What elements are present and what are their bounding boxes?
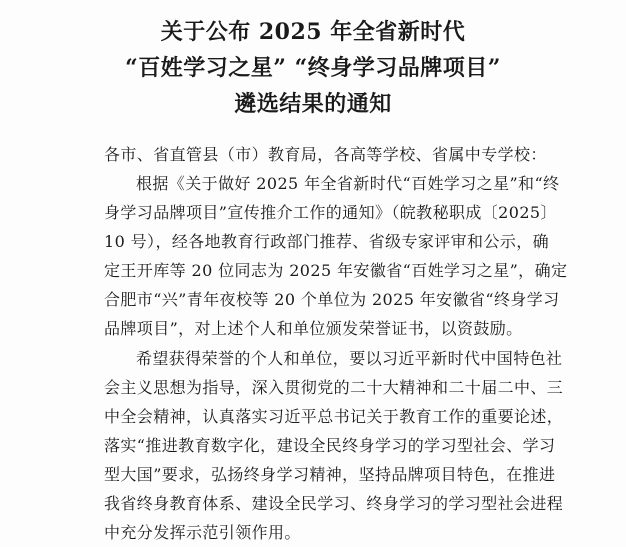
paragraph2-line: 我省终身教育体系、建设全民学习、终身学习的学习型社会进程 bbox=[104, 494, 564, 513]
title-line-1: 关于公布 2025 年全省新时代 bbox=[160, 19, 466, 45]
paragraph2-line: 会主义思想为指导，深入贯彻党的二十大精神和二十届二中、三 bbox=[104, 378, 564, 397]
paragraph1-line: 根据《关于做好 2025 年全省新时代“百姓学习之星”和“终 bbox=[136, 174, 560, 193]
paragraph2-line: 中充分发挥示范引领作用。 bbox=[104, 523, 301, 542]
title-line-2: “百姓学习之星” “终身学习品牌项目” bbox=[125, 55, 501, 81]
paragraph2-line: 中全会精神，认真落实习近平总书记关于教育工作的重要论述， bbox=[104, 407, 564, 426]
paragraph1-line: 品牌项目”，对上述个人和单位颁发荣誉证书，以资鼓励。 bbox=[104, 319, 523, 338]
paragraph1-line: 身学习品牌项目”宣传推介工作的通知》（皖教秘职成〔2025〕 bbox=[104, 203, 557, 222]
salutation: 各市、省直管县（市）教育局，各高等学校、省属中专学校： bbox=[104, 145, 547, 164]
paragraph2-line: 型大国”要求，弘扬终身学习精神，坚持品牌项目特色，在推进 bbox=[104, 465, 556, 484]
paragraph1-line: 10 号），经各地教育行政部门推荐、省级专家评审和公示，确 bbox=[104, 232, 550, 251]
paragraph2-line: 希望获得荣誉的个人和单位，要以习近平新时代中国特色社 bbox=[136, 349, 563, 368]
paragraph1-line: 合肥市“兴”青年夜校等 20 个单位为 2025 年安徽省“终身学习 bbox=[104, 290, 560, 309]
title-line-3: 遴选结果的通知 bbox=[234, 91, 392, 117]
paragraph1-line: 定王开库等 20 位同志为 2025 年安徽省“百姓学习之星”，确定 bbox=[104, 261, 568, 280]
paragraph2-line: 落实“推进教育数字化，建设全民终身学习的学习型社会、学习 bbox=[104, 436, 556, 455]
